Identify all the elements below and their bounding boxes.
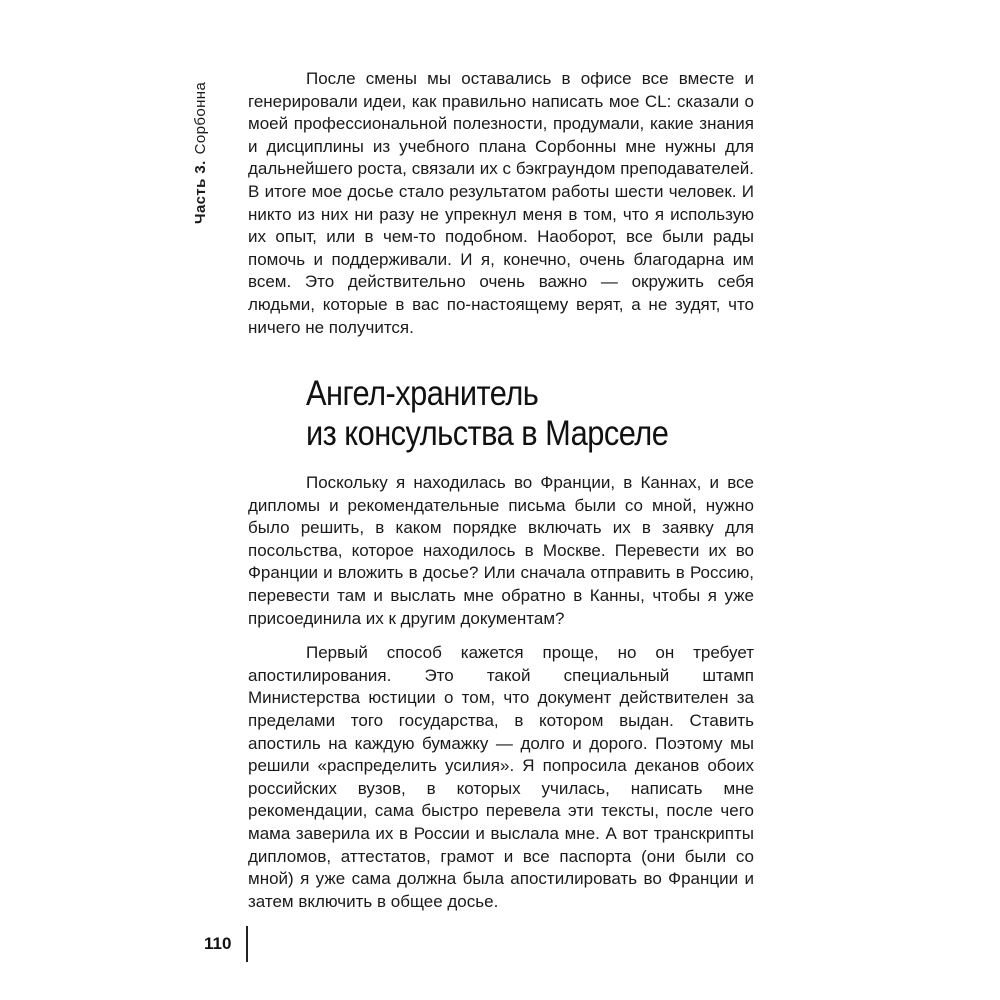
section-heading	[306, 374, 711, 454]
text-block-main	[248, 472, 754, 913]
folio-divider	[246, 926, 248, 962]
running-head-section: Сорбонна	[192, 81, 209, 155]
running-head	[192, 82, 209, 224]
paragraph: После смены мы оставались в офисе все вместе и генерировали идеи, как правильно написать мое CL: сказали о моей профессиональной полезности, продумали, какие знания и дисциплины из учебного плана Сорбонны мне нужны для дальнейшего роста, связали их с бэкграундом преподавателей. В итоге мое досье стало результатом работы шести человек. И никто из них ни разу не упрекнул меня в том, что я использую их опыт, или в чем-то подобном. Наоборот, все были рады помочь и поддерживали. И я, конечно, очень благодарна им всем. Это действительно очень важно — окружить себя людьми, которые в вас по-настоящему верят, а не зудят, что ничего не получится.	[248, 69, 754, 337]
paragraph: Поскольку я находилась во Франции, в Каннах, и все дипломы и рекомендательные письма были со мной, нужно было решить, в каком порядке включать их в заявку для посольства, которое находилось в Москве. Перевести их во Франции и вложить в досье? Или сначала отправить в Россию, перевести там и выслать мне обратно в Канны, чтобы я уже присоединила их к другим документам?	[248, 473, 754, 628]
page-number: 110	[204, 934, 232, 953]
text-block-intro	[248, 68, 754, 339]
section-heading-line-2: из консульства в Марселе	[306, 414, 669, 453]
section-heading-line-1: Ангел-хранитель	[306, 374, 539, 413]
running-head-part: Часть 3.	[192, 160, 209, 224]
paragraph: Первый способ кажется проще, но он требует апостилирования. Это такой специальный штамп Министерства юстиции о том, что документ действителен за пределами того государства, в котором выдан. Ставить апостиль на каждую бумажку — долго и дорого. Поэтому мы решили «распределить усилия». Я попросила деканов обоих российских вузов, в которых училась, написать мне рекомендации, сама быстро перевела эти тексты, после чего мама заверила их в России и выслала мне. А вот транскрипты дипломов, аттестатов, грамот и все паспорта (они были со мной) я уже сама должна была апостилировать во Франции и затем включить в общее досье.	[248, 643, 754, 911]
